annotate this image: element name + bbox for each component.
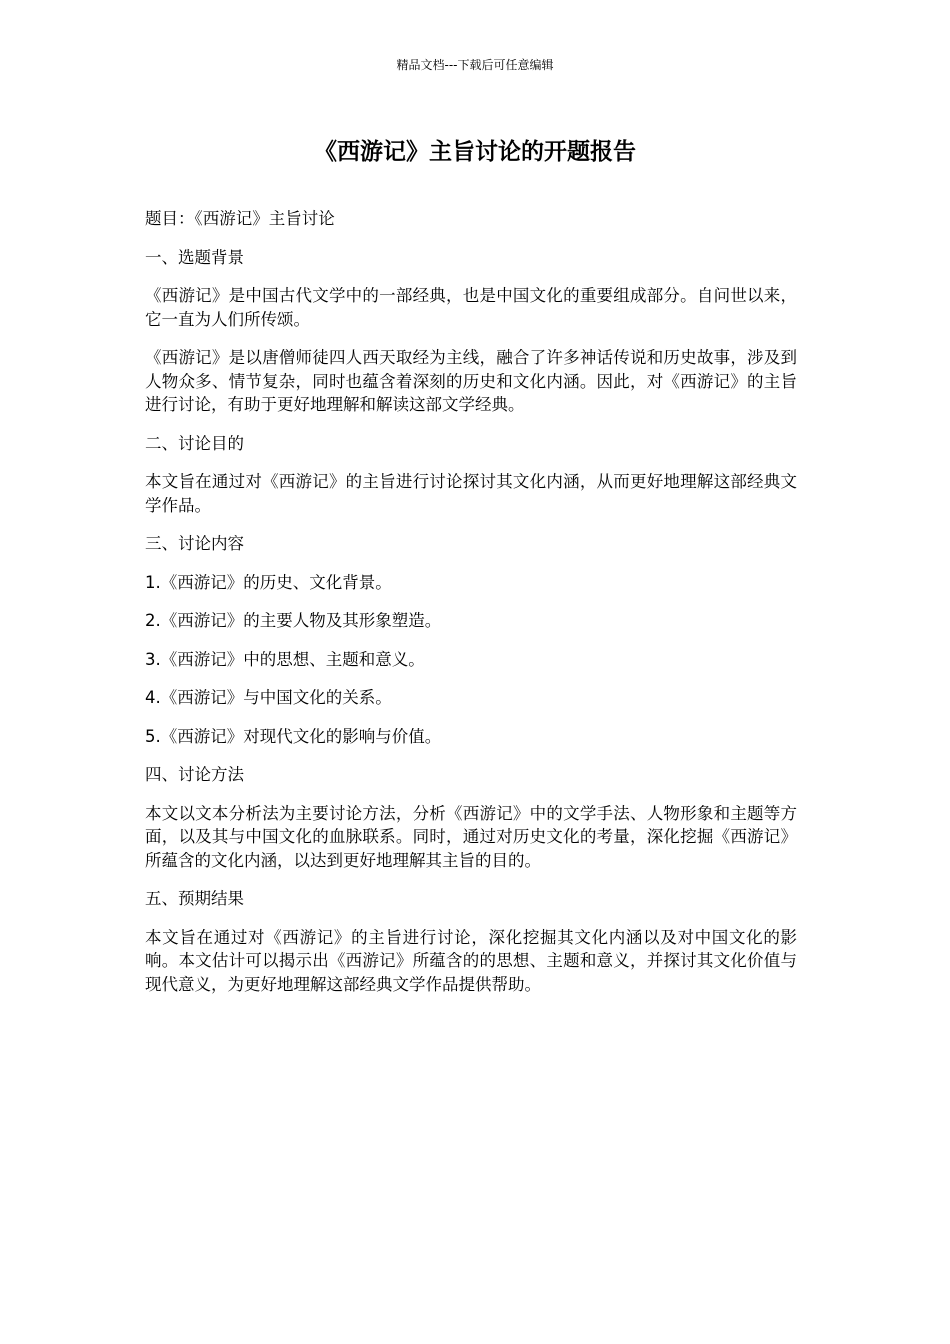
section-heading-expected-results: 五、预期结果 xyxy=(145,889,244,908)
document-title: 《西游记》主旨讨论的开题报告 xyxy=(314,139,636,165)
paragraph: 本文以文本分析法为主要讨论方法，分析《西游记》中的文学手法、人物形象和主题等方面，以及其与中国文化的血脉联系。同时，通过对历史文化的考量，深化挖掘《西游记》所蕴含的文化内涵，以达到更好地理解其主旨的目的。 xyxy=(145,803,797,870)
paragraph: 《西游记》是中国古代文学中的一部经典，也是中国文化的重要组成部分。自问世以来，它一直为人们所传颂。 xyxy=(145,286,797,329)
document-body xyxy=(145,207,797,1011)
list-item: 2.《西游记》的主要人物及其形象塑造。 xyxy=(145,611,442,630)
page-header: 精品文档---下载后可任意编辑 xyxy=(396,58,554,72)
section-heading-background: 一、选题背景 xyxy=(145,247,244,267)
paragraph: 《西游记》是以唐僧师徒四人西天取经为主线，融合了许多神话传说和历史故事，涉及到人物众多、情节复杂，同时也蕴含着深刻的历史和文化内涵。因此，对《西游记》的主旨进行讨论，有助于更好地理解和解读这部文学经典。 xyxy=(145,348,797,414)
list-item: 3.《西游记》中的思想、主题和意义。 xyxy=(145,649,425,669)
list-item: 1.《西游记》的历史、文化背景。 xyxy=(145,572,392,592)
paragraph: 本文旨在通过对《西游记》的主旨进行讨论，深化挖掘其文化内涵以及对中国文化的影响。本文估计可以揭示出《西游记》所蕴含的的思想、主题和意义，并探讨其文化价值与现代意义，为更好地理解这部经典文学作品提供帮助。 xyxy=(145,927,797,994)
paragraph: 本文旨在通过对《西游记》的主旨进行讨论探讨其文化内涵，从而更好地理解这部经典文学作品。 xyxy=(145,472,797,515)
list-item: 5.《西游记》对现代文化的影响与价值。 xyxy=(145,726,442,746)
list-item: 4.《西游记》与中国文化的关系。 xyxy=(145,688,392,707)
section-heading-method: 四、讨论方法 xyxy=(145,765,244,784)
section-heading-content: 三、讨论内容 xyxy=(145,534,244,553)
section-heading-purpose: 二、讨论目的 xyxy=(145,433,244,453)
topic-line: 题目：《西游记》主旨讨论 xyxy=(145,209,335,228)
